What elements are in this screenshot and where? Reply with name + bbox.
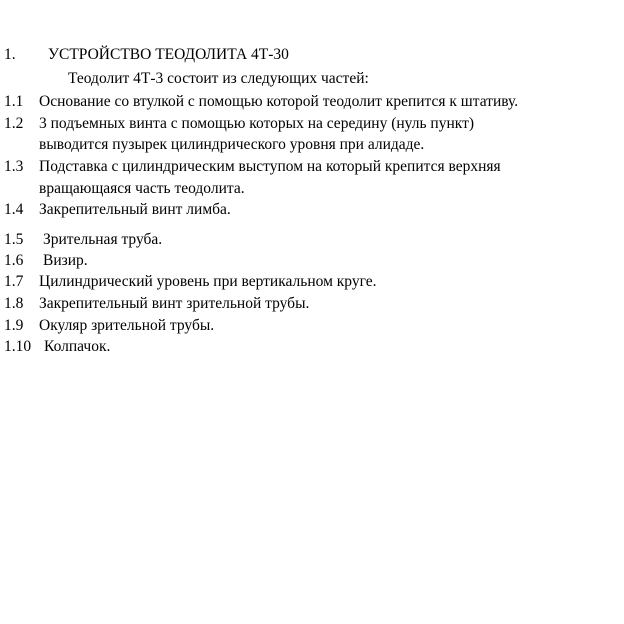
list-item-1-2-continuation: выводится пузырек цилиндрического уровня при алидаде.: [39, 136, 425, 153]
item-text: Окуляр зрительной трубы.: [39, 317, 215, 334]
item-text: Закрепительный винт лимба.: [39, 201, 231, 218]
item-number: 1.4: [4, 201, 24, 218]
list-item-1-9: [4, 317, 214, 335]
item-text: Визир.: [43, 252, 88, 269]
list-item-1-3: [4, 158, 501, 176]
page-title: УСТРОЙСТВО ТЕОДОЛИТА 4Т-30: [48, 46, 289, 63]
list-item-1-6: [4, 252, 88, 270]
item-number: 1.9: [4, 317, 24, 334]
item-number: 1.2: [4, 115, 24, 132]
item-text: Зрительная труба.: [43, 231, 163, 248]
list-item-1-1: [4, 93, 518, 111]
item-number: 1.5: [4, 231, 24, 248]
list-item-1-3-continuation: вращающаяся часть теодолита.: [39, 180, 245, 197]
list-item-1-7: [4, 273, 377, 291]
intro-text: Теодолит 4Т-3 состоит из следующих частей:: [68, 70, 369, 87]
item-number: 1.7: [4, 273, 24, 290]
item-text: Подставка с цилиндрическим выступом на который крепится верхняя: [39, 158, 501, 175]
heading-number: 1.: [4, 46, 16, 63]
list-item-1-10: [4, 338, 110, 356]
item-text: Закрепительный винт зрительной трубы.: [39, 295, 310, 312]
item-number: 1.3: [4, 158, 24, 175]
item-text: Цилиндрический уровень при вертикальном круге.: [39, 273, 377, 290]
list-item-1-8: [4, 295, 309, 313]
item-number: 1.8: [4, 295, 24, 312]
item-text: Колпачок.: [44, 338, 111, 355]
list-item-1-5: [4, 231, 162, 249]
list-item-1-4: [4, 201, 231, 219]
item-text: Основание со втулкой с помощью которой теодолит крепится к штативу.: [39, 93, 519, 110]
item-number: 1.6: [4, 252, 24, 269]
item-text: 3 подъемных винта с помощью которых на середину (нуль пункт): [39, 115, 475, 132]
item-number: 1.10: [4, 338, 32, 355]
item-number: 1.1: [4, 93, 24, 110]
list-item-1-2: [4, 115, 474, 133]
